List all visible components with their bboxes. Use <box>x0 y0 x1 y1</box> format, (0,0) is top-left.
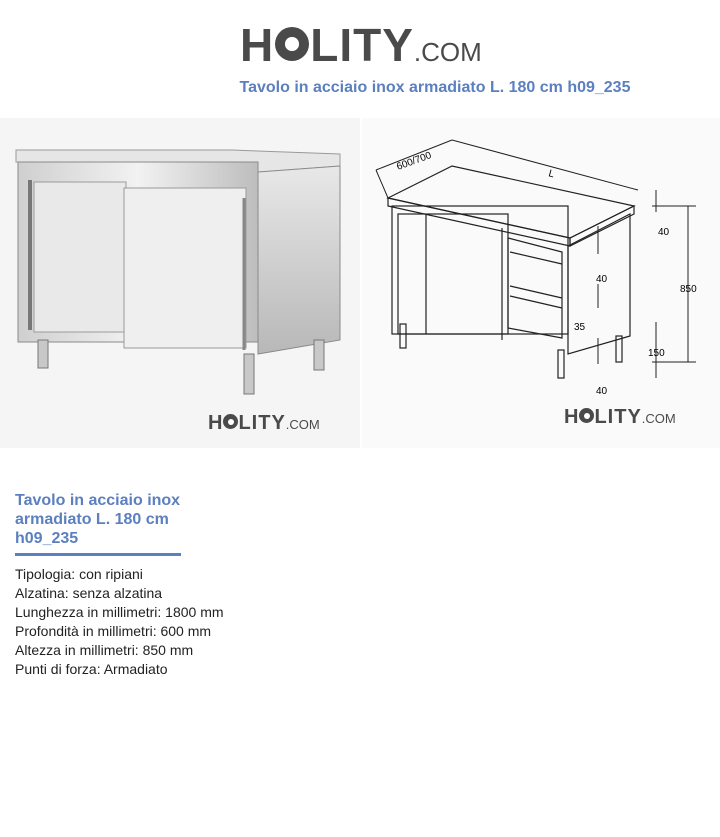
drawing-watermark-lity: LITY <box>594 406 642 428</box>
cabinet-dimension-drawing <box>362 118 720 448</box>
dim-upper-gap: 40 <box>596 274 608 285</box>
logo-o-icon <box>275 27 309 61</box>
dim-top-thickness: 40 <box>658 227 670 238</box>
holity-logo[interactable] <box>240 18 482 72</box>
dim-height: 850 <box>680 284 697 295</box>
product-photo <box>0 118 360 448</box>
spec-item: Altezza in millimetri: 850 mm <box>15 642 194 658</box>
dim-length: L <box>547 168 556 181</box>
logo-h: H <box>240 19 275 71</box>
watermark-domain: .COM <box>285 417 320 432</box>
dim-depth: 600/700 <box>395 150 434 173</box>
drawing-watermark-logo <box>564 406 676 429</box>
technical-drawing <box>362 118 720 448</box>
page-title: Tavolo in acciaio inox armadiato L. 180 cm h09_235 <box>239 79 631 96</box>
drawing-watermark-o-icon <box>579 408 594 423</box>
spec-item: Profondità in millimetri: 600 mm <box>15 623 212 639</box>
logo-lity: LITY <box>310 19 414 71</box>
spec-item: Punti di forza: Armadiato <box>15 661 168 677</box>
spec-list <box>15 565 224 679</box>
logo-domain: .COM <box>413 37 482 67</box>
drawing-watermark-h: H <box>564 406 580 428</box>
drawing-watermark-domain: .COM <box>641 411 676 426</box>
watermark-h: H <box>208 412 224 434</box>
product-title: Tavolo in acciaio inox armadiato L. 180 cm h09_235 <box>15 492 181 547</box>
dim-bottom-gap: 40 <box>596 386 608 397</box>
dim-shelf-gap: 35 <box>574 322 586 333</box>
spec-item: Tipologia: con ripiani <box>15 566 143 582</box>
dim-foot-height: 150 <box>648 348 665 359</box>
watermark-lity: LITY <box>238 412 286 434</box>
cabinet-photo-illustration <box>0 118 360 448</box>
watermark-o-icon <box>223 414 238 429</box>
title-divider <box>15 553 181 556</box>
spec-item: Alzatina: senza alzatina <box>15 585 163 601</box>
photo-watermark-logo <box>208 412 320 435</box>
spec-item: Lunghezza in millimetri: 1800 mm <box>15 604 224 620</box>
